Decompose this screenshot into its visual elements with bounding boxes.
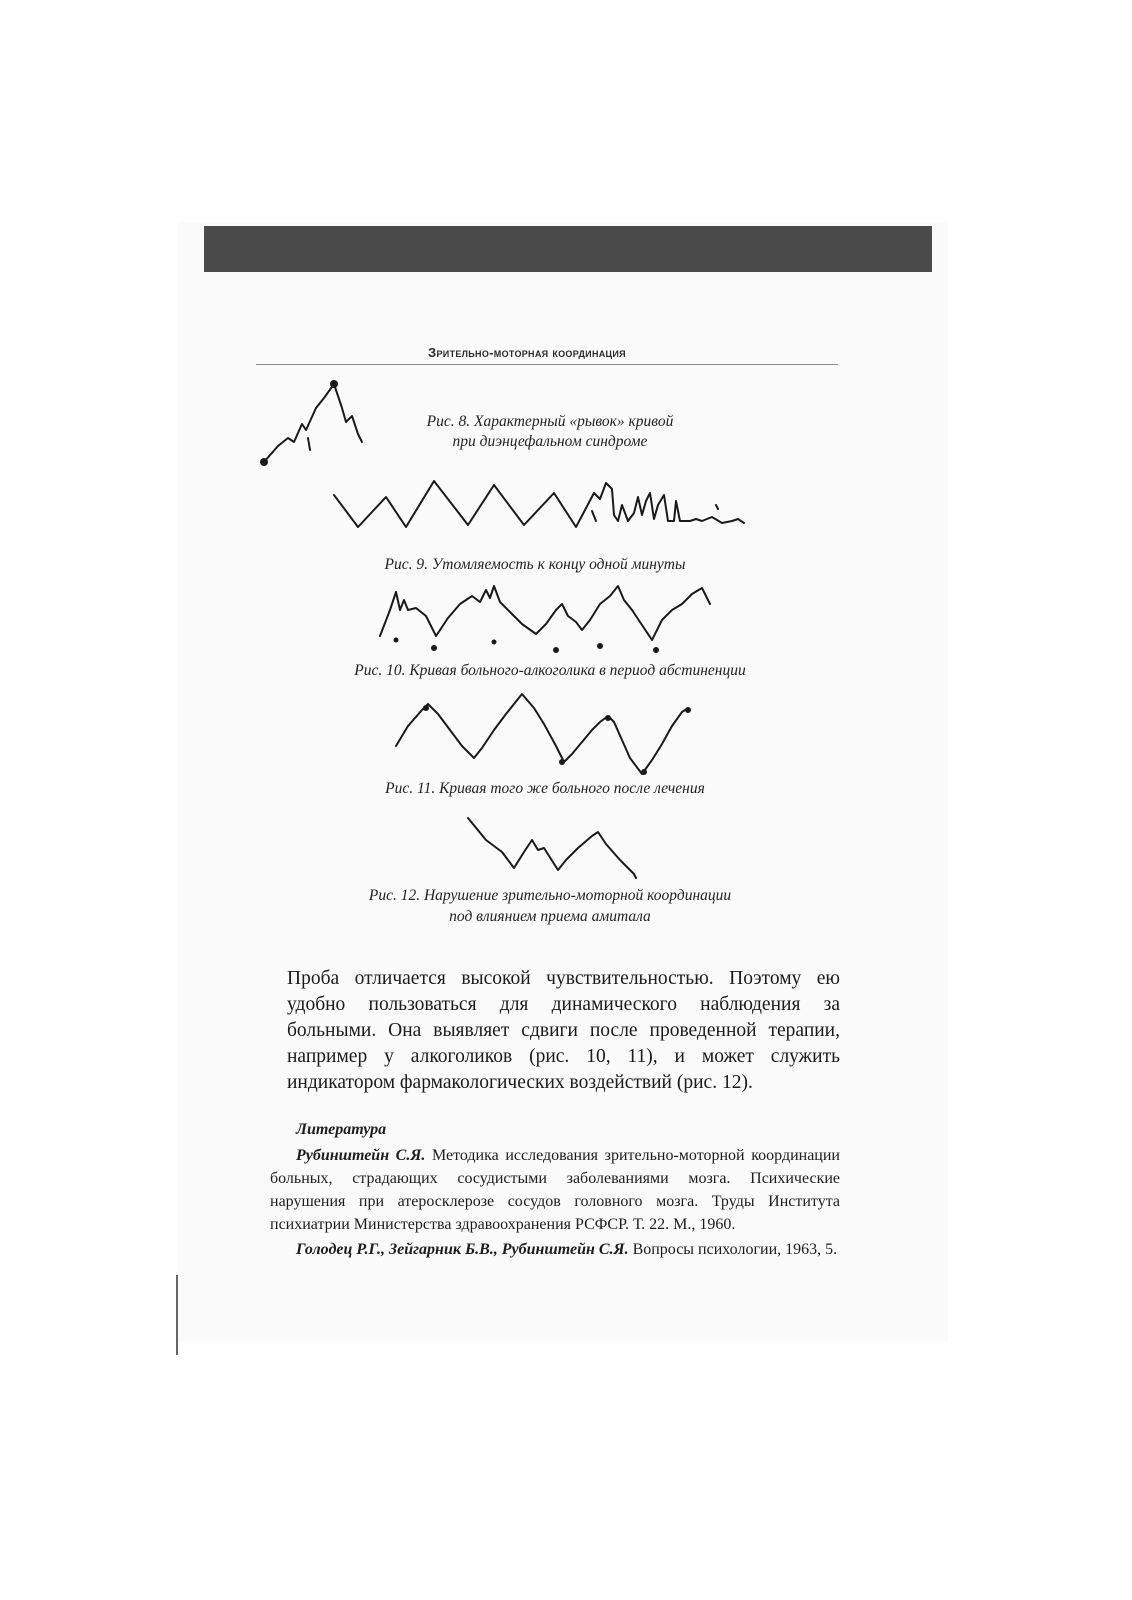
top-dark-bar	[204, 226, 932, 272]
figure-10-curve	[370, 580, 720, 655]
caption-fig9-line1: Рис. 9. Утомляемость к концу одной минуты	[384, 556, 686, 573]
reference-1	[270, 1144, 840, 1236]
figure-8-curve	[250, 378, 380, 478]
figure-12-curve	[462, 812, 662, 882]
caption-fig9	[330, 556, 740, 574]
reference-2	[270, 1238, 840, 1261]
caption-fig8	[390, 413, 710, 451]
caption-fig12	[320, 887, 780, 926]
caption-fig10	[280, 662, 820, 680]
caption-fig11	[330, 780, 760, 798]
reference-2-authors: Голодец Р.Г., Зейгарник Б.В., Рубинштейн С.Я.	[296, 1241, 629, 1258]
body-paragraph: Проба отличается высокой чувствительностью. Поэтому ею удобно пользоваться для динамического наблюдения за больными. Она выявляет сдвиги после проведенной терапии, например у алкоголиков (рис. 10, 11), и может служить индикатором фармакологических воздействий (рис. 12).	[287, 968, 840, 1093]
margin-line	[176, 1275, 178, 1355]
caption-fig12-line2: под влиянием приема амитала	[449, 908, 651, 925]
figure-11-curve	[386, 690, 696, 785]
caption-fig8-line2: при диэнцефальном синдроме	[452, 433, 648, 450]
reference-1-authors: Рубинштейн С.Я.	[296, 1147, 426, 1164]
caption-fig12-line1: Рис. 12. Нарушение зрительно-моторной координации	[368, 887, 732, 904]
caption-fig10-line1: Рис. 10. Кривая больного-алкоголика в период абстиненции	[354, 662, 746, 679]
running-head: Зрительно-моторная координация	[428, 345, 626, 360]
literature-heading: Литература	[296, 1121, 387, 1138]
header-rule	[256, 364, 838, 365]
reference-2-text: Вопросы психологии, 1963, 5.	[628, 1241, 838, 1258]
caption-fig8-line1: Рис. 8. Характерный «рывок» кривой	[426, 413, 674, 430]
reference-1-text: Методика исследования зрительно-моторной координации больных, страдающих сосудистыми заболеваниями мозга. Психические нарушения при атеросклерозе сосудов головного мозга. Труды Института психиатрии Министерства здравоохранения РСФСР. Т. 22. М., 1960.	[270, 1147, 840, 1233]
figure-9-curve	[330, 475, 750, 545]
caption-fig11-line1: Рис. 11. Кривая того же больного после лечения	[385, 780, 705, 797]
